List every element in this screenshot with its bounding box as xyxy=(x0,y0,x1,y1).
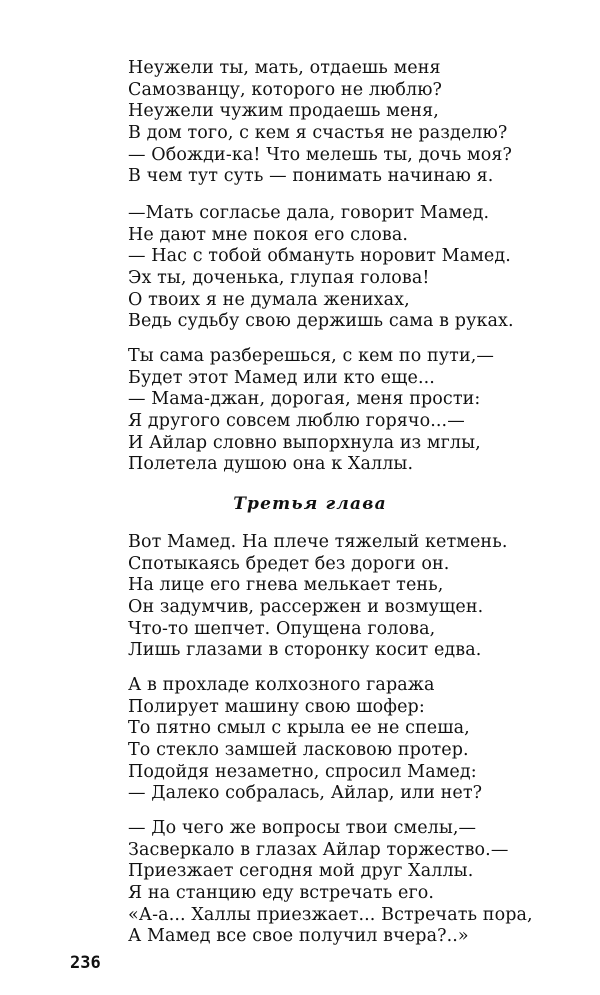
verse-line: Полетела душою она к Халлы. xyxy=(128,454,414,475)
verse-line: —Мать согласье дала, говорит Мамед. xyxy=(128,203,490,223)
verse-line: Ты сама разберешься, с кем по пути,— xyxy=(128,346,494,366)
verse-line: — До чего же вопросы твои смелы,— xyxy=(128,818,477,838)
verse-line: Приезжает сегодня мой друг Халлы. xyxy=(128,861,474,882)
verse-line: — Мама-джан, дорогая, меня прости: xyxy=(128,389,481,410)
stanza xyxy=(128,58,548,188)
verse-line: Он задумчив, рассержен и возмущен. xyxy=(128,597,484,618)
verse-line: Лишь глазами в сторонку косит едва. xyxy=(128,640,482,661)
page-number: 236 xyxy=(70,953,101,973)
verse-line: Полирует машину свою шофер: xyxy=(128,696,425,717)
verse-line: И Айлар словно выпорхнула из мглы, xyxy=(128,432,481,453)
verse-line: В чем тут суть — понимать начинаю я. xyxy=(128,166,494,187)
verse-line: Неужели чужим продаешь меня, xyxy=(128,101,439,122)
verse-line: В дом того, с кем я счастья не разделю? xyxy=(128,123,508,144)
verse-line: То стекло замшей ласковою протер. xyxy=(128,740,469,761)
verse-line: — Обожди-ка! Что мелешь ты, дочь моя? xyxy=(128,144,512,165)
verse-line: Самозванцу, которого не люблю? xyxy=(128,79,443,100)
verse-line: Вот Мамед. На плече тяжелый кетмень. xyxy=(128,532,508,552)
stanza xyxy=(128,818,548,948)
stanza xyxy=(128,532,548,662)
verse-line: Спотыкаясь бредет без дороги он. xyxy=(128,553,450,574)
stanza xyxy=(128,675,548,805)
verse-line: А Мамед все свое получил вчера?..» xyxy=(128,926,469,947)
verse-line: Засверкало в глазах Айлар торжество.— xyxy=(128,839,509,860)
verse-line: «А-а... Халлы приезжает... Встречать пора, xyxy=(128,904,533,925)
verse-line: Будет этот Мамед или кто еще... xyxy=(128,367,435,388)
verse-line: О твоих я не думала женихах, xyxy=(128,289,410,310)
verse-line: Подойдя незаметно, спросил Мамед: xyxy=(128,761,477,782)
verse-line: Я другого совсем люблю горячо...— xyxy=(128,411,465,432)
verse-line: — Далеко собралась, Айлар, или нет? xyxy=(128,783,483,804)
verse-line: То пятно смыл с крыла ее не спеша, xyxy=(128,718,470,739)
verse-line: Ведь судьбу свою держишь сама в руках. xyxy=(128,311,514,332)
verse-line: Не дают мне покоя его слова. xyxy=(128,224,409,245)
chapter-title: Третья глава xyxy=(233,494,387,514)
verse-line: На лице его гнева мелькает тень, xyxy=(128,575,444,596)
verse-line: Неужели ты, мать, отдаешь меня xyxy=(128,58,441,78)
stanza xyxy=(128,203,548,333)
verse-line: — Нас с тобой обмануть норовит Мамед. xyxy=(128,246,511,267)
verse-line: А в прохладе колхозного гаража xyxy=(128,675,435,695)
verse-line: Что-то шепчет. Опущена голова, xyxy=(128,618,436,639)
verse-line: Я на станцию еду встречать его. xyxy=(128,883,435,904)
stanza xyxy=(128,346,548,476)
verse-line: Эх ты, доченька, глупая голова! xyxy=(128,268,430,289)
